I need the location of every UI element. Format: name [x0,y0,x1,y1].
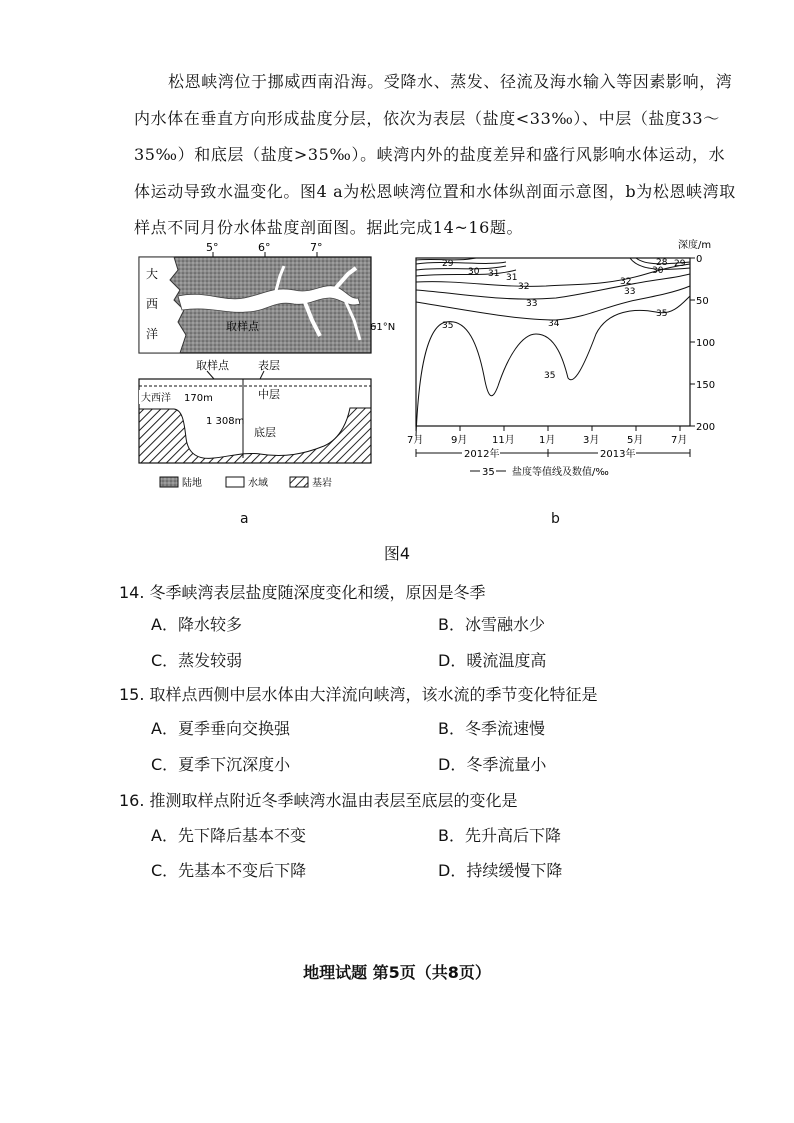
section-ocean-label: 大西洋 [141,393,171,404]
q16-option-c[interactable]: C．先基本不变后下降 [151,861,307,880]
intro-text: 松恩峡湾位于挪威西南沿海。受降水、蒸发、径流及海水输入等因素影响，湾内水体在垂直方向形成盐度分层，依次为表层（盐度<33‰）、中层（盐度33～35‰）和底层（盐度>35‰）。峡湾内外的盐度差异和盛行风影响水体运动，水体运动导致水温变化。图4 a为松恩峡湾位置和水体纵剖面示意图，b为松恩峡湾取样点不同月份水体盐度剖面图。据此完成14~16题。 [134,72,736,237]
figure-title: 图4 [383,544,411,563]
legend-water: 水域 [248,478,268,489]
map-sea-label-3: 洋 [146,327,159,341]
isoline-label-33: 33 [526,299,538,309]
question-14 [119,580,486,603]
depth-tick-150: 150 [696,380,716,391]
middle-layer-label: 中层 [258,388,280,401]
figure-a-legend [160,476,332,489]
max-depth-label: 1 308m [206,416,245,427]
section-sample-label: 取样点 [196,359,229,372]
question-number: 15. [119,685,145,704]
isoline-label-35b: 35 [544,371,556,381]
lon-label-7: 7° [310,241,323,254]
month-tick-2: 9月 [451,435,468,446]
q15-option-d[interactable]: D．冬季流量小 [438,755,547,774]
isoline-label-29b: 29 [674,259,686,269]
q14-option-a[interactable]: A．降水较多 [151,615,242,634]
lon-label-5: 5° [206,241,219,254]
isoline-label-34: 34 [548,319,560,329]
sill-depth-label: 170m [184,393,213,404]
q15-option-c[interactable]: C．夏季下沉深度小 [151,755,291,774]
year-2012: 2012年 [464,449,500,460]
depth-tick-50: 50 [696,296,709,307]
question-stem: 冬季峡湾表层盐度随深度变化和缓，原因是冬季 [149,583,486,602]
isoline-label-30: 30 [468,267,480,277]
year-2013: 2013年 [600,449,636,460]
legend-land: 陆地 [182,478,202,489]
q16-option-b[interactable]: B．先升高后下降 [438,826,561,845]
question-16 [119,788,518,811]
question-15 [119,682,598,705]
isoline-label-33b: 33 [624,287,636,297]
map-sea-label-2: 西 [146,297,159,311]
legend-bedrock: 基岩 [312,478,332,489]
month-tick-6: 5月 [627,435,644,446]
depth-axis-title: 深度/m [678,240,712,251]
isoline-label-35c: 35 [656,309,668,319]
question-number: 14. [119,583,145,602]
page-footer: 地理试题 第5页（共8页） [303,963,491,982]
question-stem: 推测取样点附近冬季峡湾水温由表层至底层的变化是 [149,791,518,810]
q16-option-a[interactable]: A．先下降后基本不变 [151,826,306,845]
depth-tick-0: 0 [696,254,703,265]
isoline-label-31: 31 [506,273,518,283]
q16-option-d[interactable]: D．持续缓慢下降 [438,861,563,880]
legend-isoline-text: 盐度等值线及数值/‰ [512,467,609,478]
q14-option-d[interactable]: D．暖流温度高 [438,651,547,670]
figure-a-label: a [240,511,249,527]
month-tick-5: 3月 [583,435,600,446]
question-stem: 取样点西侧中层水体由大洋流向峡湾，该水流的季节变化特征是 [149,685,598,704]
isoline-label-30b: 30 [652,266,664,276]
depth-tick-100: 100 [696,338,716,349]
month-tick-4: 1月 [539,435,556,446]
isoline-label-31b: 31 [488,269,500,279]
month-axis [407,426,690,460]
lon-label-6: 6° [258,241,271,254]
bottom-layer-label: 底层 [254,426,276,439]
section-surface-label: 表层 [258,359,280,372]
intro-paragraph [134,64,739,247]
map-sea-label-1: 大 [146,267,159,281]
figure-b-legend [470,465,609,478]
figure-b-label: b [551,511,560,527]
isoline-label-32: 32 [518,282,530,292]
isoline-label-29: 29 [442,259,454,269]
month-tick-1: 7月 [407,435,424,446]
legend-isoline-value: 35 [482,467,495,478]
depth-tick-200: 200 [696,422,716,433]
q14-option-c[interactable]: C．蒸发较弱 [151,651,243,670]
map-sample-label: 取样点 [226,320,259,333]
isoline-label-35a: 35 [442,321,454,331]
isoline-label-32b: 32 [620,277,632,287]
isoline-label-28: 28 [656,258,668,268]
figure-b [406,236,726,498]
lat-label: 61°N [370,322,396,333]
figure-a [134,240,396,502]
question-number: 16. [119,791,145,810]
q15-option-a[interactable]: A．夏季垂向交换强 [151,719,290,738]
depth-ticks [690,254,715,433]
month-tick-3: 11月 [492,435,515,446]
fjord-section [139,358,371,463]
q14-option-b[interactable]: B．冰雪融水少 [438,615,545,634]
q15-option-b[interactable]: B．冬季流速慢 [438,719,545,738]
location-map [139,241,395,353]
month-tick-7: 7月 [671,435,688,446]
